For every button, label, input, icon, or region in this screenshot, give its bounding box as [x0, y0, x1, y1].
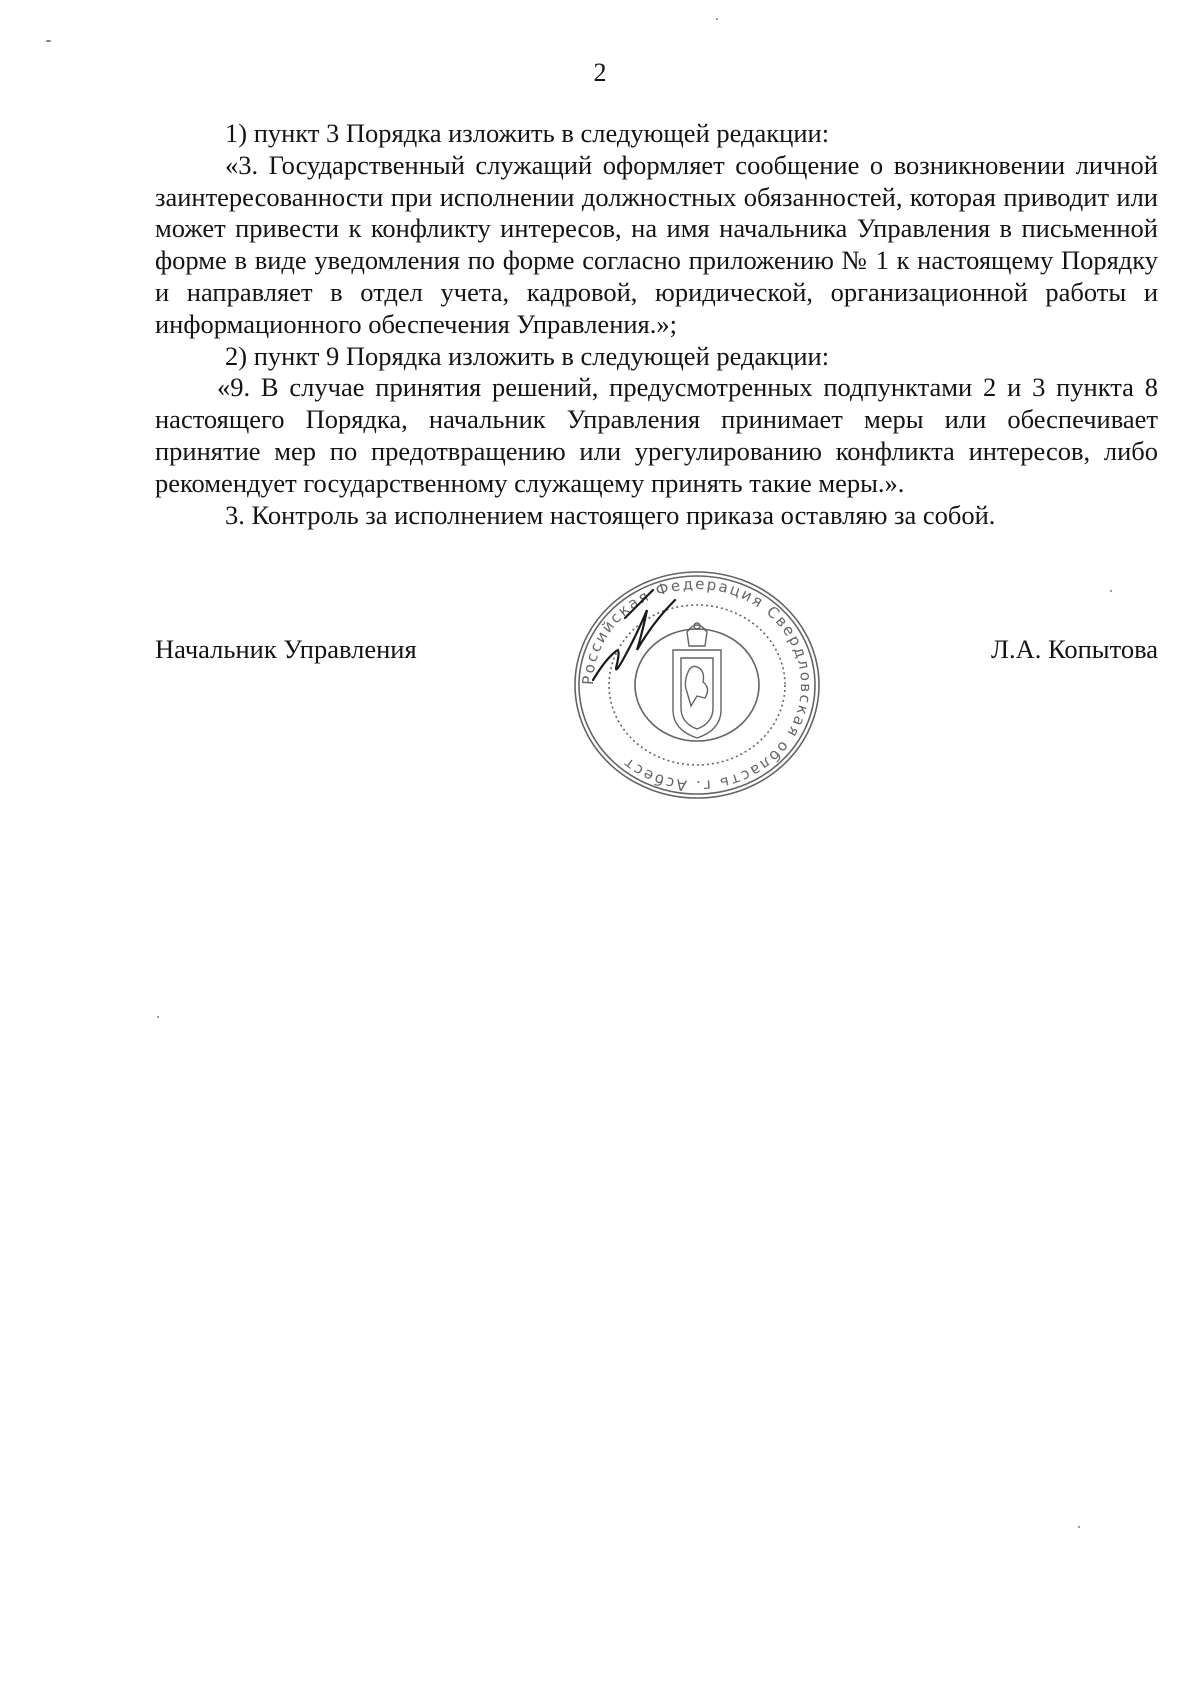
scan-speck	[1110, 590, 1112, 592]
scan-speck	[1078, 1526, 1080, 1528]
official-seal-icon	[565, 560, 830, 810]
paragraph-control: 3. Контроль за исполнением настоящего приказа оставляю за собой.	[225, 499, 996, 530]
scan-speck	[46, 40, 51, 42]
scan-speck	[157, 1016, 159, 1018]
signatory-title: Начальник Управления	[155, 634, 417, 664]
page-number: 2	[593, 58, 607, 87]
paragraph-item-9-text: «9. В случае принятия решений, предусмотренных подпунктами 2 и 3 пункта 8 настоящего Порядка, начальник Управления принимает меры или обеспечивает принятие мер по предотвращению или урегулированию конфликта интересов, либо рекомендует государственному служащему принять такие меры.».	[155, 372, 1158, 498]
stamp-ring-text: Российская Федерация Свердловская область г. Асбест	[578, 574, 816, 796]
signatory-name: Л.А. Копытова	[991, 634, 1158, 664]
paragraph-item-3-text: «3. Государственный служащий оформляет сообщение о возникновении личной заинтересованности при исполнении должностных обязанностей, которая приводит или может привести к конфликту интересов, на имя начальника Управления в письменной форме в виде уведомления по форме согласно приложению № 1 к настоящему Порядку и направляет в отдел учета, кадровой, юридической, организационной работы и информационного обеспечения Управления.»;	[155, 149, 1158, 339]
scan-speck	[716, 18, 718, 20]
paragraph-item-1: 1) пункт 3 Порядка изложить в следующей редакции:	[225, 118, 830, 148]
coat-of-arms-icon	[673, 623, 721, 738]
document-body	[155, 118, 1158, 531]
paragraph-item-2: 2) пункт 9 Порядка изложить в следующей редакции:	[225, 340, 830, 371]
